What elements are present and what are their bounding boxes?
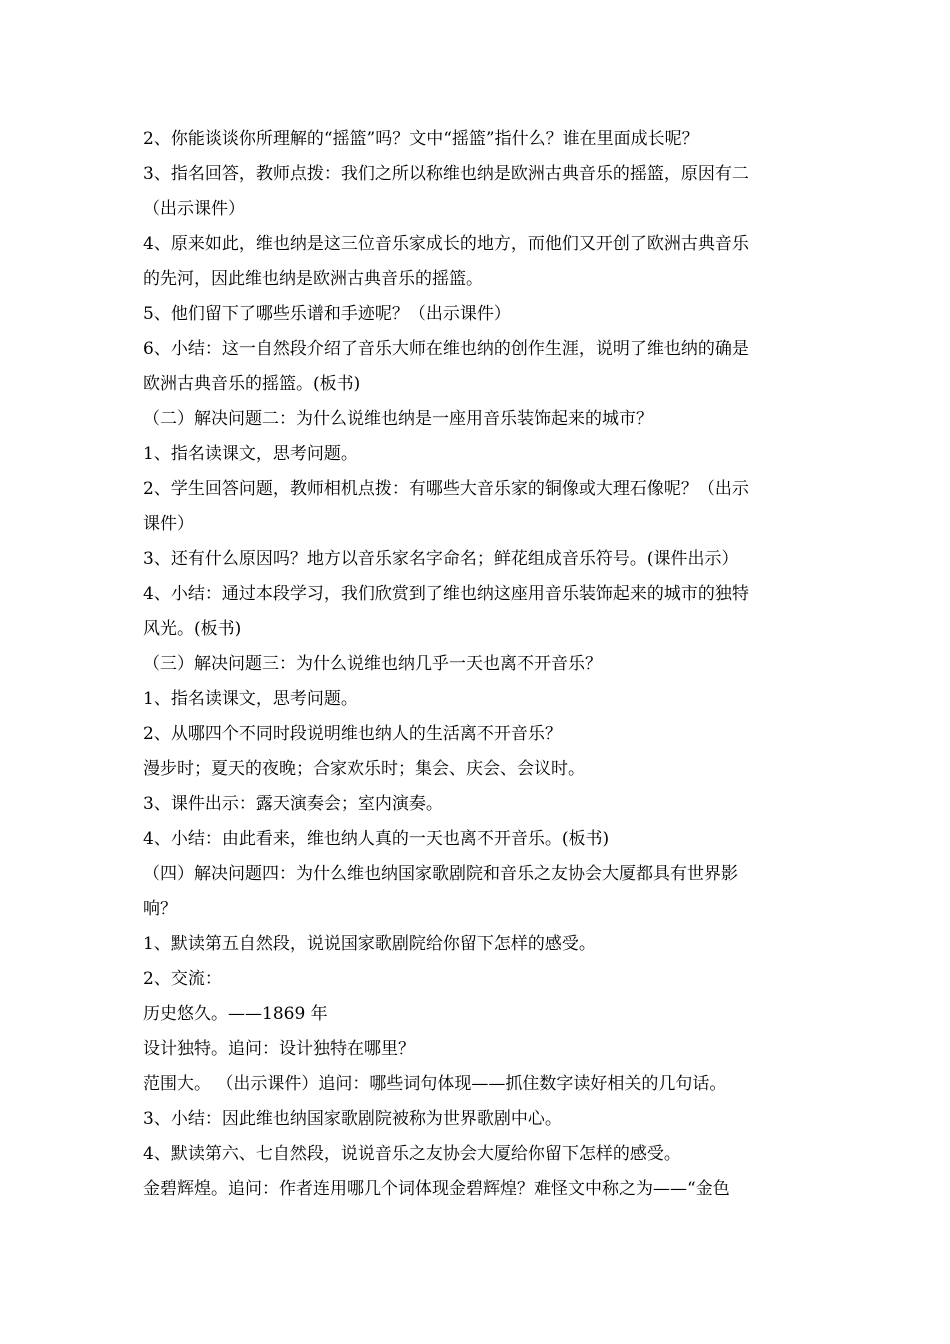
section-heading: （四）解决问题四：为什么维也纳国家歌剧院和音乐之友协会大厦都具有世界影 [143,864,738,884]
text-line: 课件） [143,514,194,534]
text-line: 1、默读第五自然段，说说国家歌剧院给你留下怎样的感受。 [143,934,596,954]
text-line: 6、小结：这一自然段介绍了音乐大师在维也纳的创作生涯，说明了维也纳的确是 [143,339,749,359]
text-line: 欧洲古典音乐的摇篮。(板书) [143,374,361,394]
text-line: 漫步时；夏天的夜晚；合家欢乐时；集会、庆会、会议时。 [143,759,585,779]
text-line: 设计独特。追问：设计独特在哪里？ [143,1039,415,1059]
text-line: 4、小结：通过本段学习，我们欣赏到了维也纳这座用音乐装饰起来的城市的独特 [143,584,749,604]
text-line: 1、指名读课文，思考问题。 [143,689,358,709]
text-line: 金碧辉煌。追问：作者连用哪几个词体现金碧辉煌？难怪文中称之为——“金色 [143,1179,730,1199]
document-page [143,122,813,1207]
text-line: 风光。(板书) [143,619,242,639]
text-line: 范围大。 （出示课件）追问：哪些词句体现——抓住数字读好相关的几句话。 [143,1074,727,1094]
text-line: 1、指名读课文，思考问题。 [143,444,358,464]
text-line: 4、小结：由此看来，维也纳人真的一天也离不开音乐。(板书) [143,829,610,849]
text-line: 3、课件出示：露天演奏会；室内演奏。 [143,794,443,814]
text-line: 5、他们留下了哪些乐谱和手迹呢？（出示课件） [143,304,511,324]
text-line: （出示课件） [143,199,245,219]
text-line: 3、指名回答，教师点拨：我们之所以称维也纳是欧洲古典音乐的摇篮，原因有二 [143,164,749,184]
text-line: 的先河，因此维也纳是欧洲古典音乐的摇篮。 [143,269,483,289]
text-line: 4、原来如此，维也纳是这三位音乐家成长的地方，而他们又开创了欧洲古典音乐 [143,234,749,254]
text-line: 2、你能谈谈你所理解的“摇篮”吗？文中“摇篮”指什么？谁在里面成长呢？ [143,129,699,149]
text-line: 3、小结：因此维也纳国家歌剧院被称为世界歌剧中心。 [143,1109,562,1129]
text-line: 2、交流： [143,969,222,989]
text-line: 2、从哪四个不同时段说明维也纳人的生活离不开音乐？ [143,724,562,744]
text-line: 历史悠久。——1869 年 [143,1004,328,1024]
section-heading: （二）解决问题二：为什么说维也纳是一座用音乐装饰起来的城市？ [143,409,653,429]
text-line: 4、默读第六、七自然段，说说音乐之友协会大厦给你留下怎样的感受。 [143,1144,681,1164]
section-heading: （三）解决问题三：为什么说维也纳几乎一天也离不开音乐？ [143,654,602,674]
text-line: 响？ [143,899,177,919]
text-line: 3、还有什么原因吗？地方以音乐家名字命名；鲜花组成音乐符号。(课件出示） [143,549,739,569]
text-line: 2、学生回答问题，教师相机点拨：有哪些大音乐家的铜像或大理石像呢？（出示 [143,479,749,499]
